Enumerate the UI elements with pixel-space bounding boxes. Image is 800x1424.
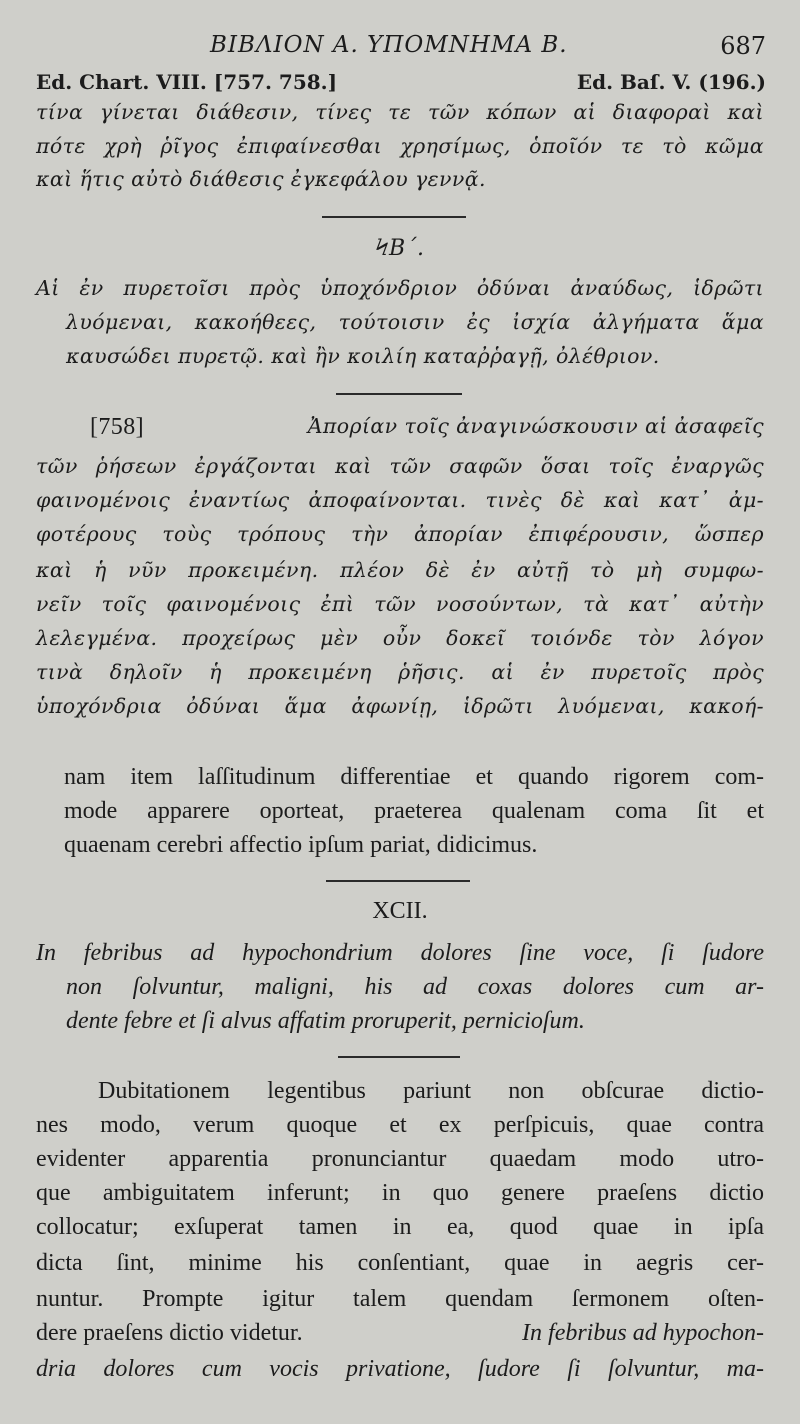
running-title: ΒΙΒΛΙΟΝ Α. ΥΠΟΜΝΗΜΑ Β.: [210, 32, 568, 58]
greek-aphorism-line: λυόμεναι, κακοήθεες, τούτοισιν ἐς ἰσχία ἀλγήματα ἅμα: [66, 310, 764, 334]
greek-intro-line: καὶ ἥτις αὐτὸ διάθεσις ἐγκεφάλου γεννᾷ.: [36, 167, 486, 191]
page-marker: [758]: [90, 414, 144, 440]
latin-commentary-line: evidenter apparentia pronunciantur quaedam modo utro-: [36, 1146, 764, 1172]
latin-commentary-line: Dubitationem legentibus pariunt non obſcurae dictio-: [98, 1078, 764, 1104]
greek-intro-line: τίνα γίνεται διάθεσιν, τίνες τε τῶν κόπων αἱ διαφοραὶ καὶ: [36, 100, 764, 124]
latin-intro-line: mode apparere oporteat, praeterea qualenam coma ſit et: [64, 798, 764, 824]
running-header: [0, 32, 800, 62]
latin-commentary-line: dria dolores cum vocis privatione, ſudore ſi ſolvuntur, ma-: [36, 1356, 764, 1382]
latin-aphorism-line: In febribus ad hypochondrium dolores ſine voce, ſi ſudore: [36, 940, 764, 966]
latin-commentary-line: collocatur; exſuperat tamen in ea, quod quae in ipſa: [36, 1214, 764, 1240]
latin-commentary-line: nuntur. Prompte igitur talem quendam ſermonem oſten-: [36, 1286, 764, 1312]
greek-aphorism-line: Αἱ ἐν πυρετοῖσι πρὸς ὑποχόνδριον ὀδύναι ἀναύδως, ἱδρῶτι: [36, 276, 764, 300]
section-divider: [326, 880, 470, 882]
greek-section-number: ϞΒ΄.: [375, 236, 425, 261]
greek-intro-line: πότε χρὴ ῥῖγος ἐπιφαίνεσθαι χρησίμως, ὁποῖόν τε τὸ κῶμα: [36, 134, 764, 158]
greek-commentary-line: τῶν ῥήσεων ἐργάζονται καὶ τῶν σαφῶν ὅσαι τοῖς ἐναργῶς: [36, 454, 764, 478]
greek-commentary-line: καὶ ἡ νῦν προκειμένη. πλέον δὲ ἐν αὐτῇ τὸ μὴ συμφω-: [36, 558, 764, 582]
section-divider: [336, 393, 462, 395]
edition-line: [36, 70, 766, 98]
greek-commentary-line: νεῖν τοῖς φαινομένοις ἐπὶ τῶν νοσούντων, τὰ κατ᾽ αὐτὴν: [36, 592, 764, 616]
latin-aphorism-line: dente febre et ſi alvus affatim proruperit, pernicioſum.: [66, 1008, 585, 1034]
section-divider: [338, 1056, 460, 1058]
latin-intro-line: nam item laſſitudinum differentiae et quando rigorem com-: [64, 764, 764, 790]
greek-aphorism-line: καυσώδει πυρετῷ. καὶ ἢν κοιλίη καταῤῥαγῇ, ὀλέθριον.: [66, 344, 660, 368]
latin-commentary-line: dere praeſens dictio videtur.: [36, 1320, 303, 1346]
latin-quoted-aphorism: In febribus ad hypochon-: [522, 1320, 764, 1346]
latin-commentary-line: que ambiguitatem inferunt; in quo genere praeſens dictio: [36, 1180, 764, 1206]
edition-basel: Ed. Baſ. V. (196.): [576, 70, 766, 94]
greek-commentary-line: φοτέρους τοὺς τρόπους τὴν ἀπορίαν ἐπιφέρουσιν, ὥσπερ: [36, 522, 764, 546]
latin-commentary-line: nes modo, verum quoque et ex perſpicuis, quae contra: [36, 1112, 764, 1138]
greek-commentary-first-line: [90, 414, 764, 441]
page-number: 687: [720, 32, 766, 60]
greek-commentary-line: φαινομένοις ἐναντίως ἀποφαίνονται. τινὲς δὲ καὶ κατ᾽ ἀμ-: [36, 488, 764, 512]
latin-intro-line: quaenam cerebri affectio ipſum pariat, didicimus.: [64, 832, 538, 858]
latin-commentary-mixed-line: [36, 1320, 764, 1347]
latin-commentary-line: dicta ſint, minime his conſentiant, quae in aegris cer-: [36, 1250, 764, 1276]
greek-commentary-line: Ἀπορίαν τοῖς ἀναγινώσκουσιν αἱ ἀσαφεῖς: [307, 414, 764, 438]
section-divider: [322, 216, 466, 218]
greek-commentary-line: τινὰ δηλοῖν ἡ προκειμένη ῥῆσις. αἱ ἐν πυρετοῖς πρὸς: [36, 660, 764, 684]
latin-aphorism-line: non ſolvuntur, maligni, his ad coxas dolores cum ar-: [66, 974, 764, 1000]
greek-commentary-line: λελεγμένα. προχείρως μὲν οὖν δοκεῖ τοιόνδε τὸν λόγον: [36, 626, 764, 650]
latin-section-number: XCII.: [372, 898, 428, 924]
edition-chartier: Ed. Chart. VIII. [757. 758.]: [36, 70, 338, 94]
greek-commentary-line: ὑποχόνδρια ὀδύναι ἅμα ἀφωνίῃ, ἱδρῶτι λυόμεναι, κακοή-: [36, 694, 764, 718]
